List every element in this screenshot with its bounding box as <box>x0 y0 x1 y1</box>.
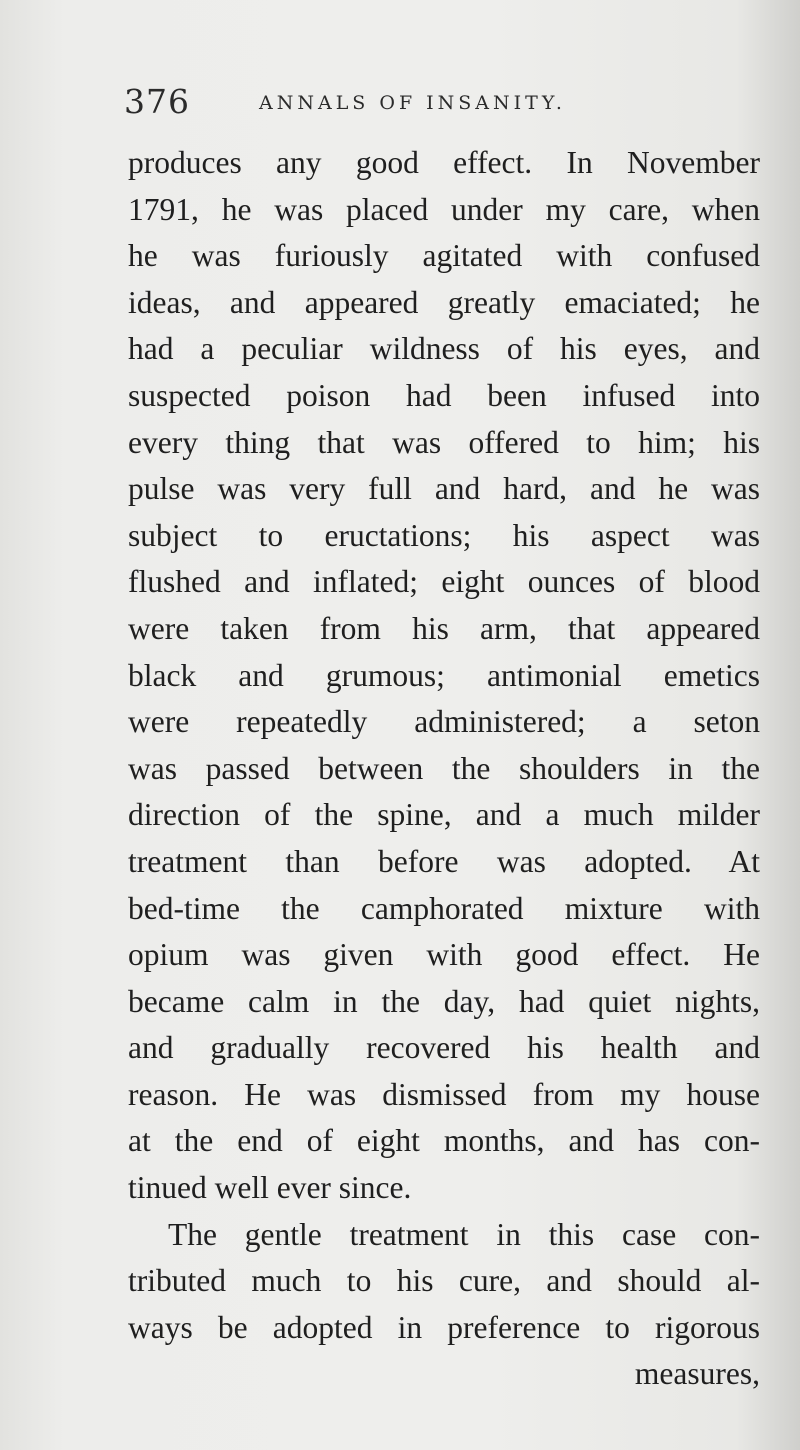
text-line: had a peculiar wildness of his eyes, and <box>128 331 760 367</box>
page-header <box>124 82 764 122</box>
text-line: treatment than before was adopted. At <box>128 843 760 879</box>
text-line: 1791, he was placed under my care, when <box>128 191 760 227</box>
text-line: suspected poison had been infused into <box>128 377 760 413</box>
text-line: at the end of eight months, and has con- <box>128 1123 760 1159</box>
text-line: direction of the spine, and a much milder <box>128 797 760 833</box>
text-line: pulse was very full and hard, and he was <box>128 471 760 507</box>
text-line: bed-time the camphorated mixture with <box>128 890 760 926</box>
body-text <box>128 140 760 1398</box>
page-number: 376 <box>124 82 190 121</box>
paragraph-2-line: tributed much to his cure, and should al- <box>128 1263 760 1299</box>
text-line: flushed and inflated; eight ounces of blood <box>128 564 760 600</box>
text-line: opium was given with good effect. He <box>128 937 760 973</box>
text-line: and gradually recovered his health and <box>128 1030 760 1066</box>
text-line: became calm in the day, had quiet nights, <box>128 983 760 1019</box>
text-line: black and grumous; antimonial emetics <box>128 657 760 693</box>
text-line: were repeatedly administered; a seton <box>128 704 760 740</box>
catchword: measures, <box>634 1356 760 1392</box>
text-line: reason. He was dismissed from my house <box>128 1076 760 1112</box>
text-line: produces any good effect. In November <box>128 145 760 180</box>
running-head: ANNALS OF INSANITY. <box>259 92 566 114</box>
text-line: were taken from his arm, that appeared <box>128 610 760 646</box>
paragraph-2-line: The gentle treatment in this case con- <box>168 1216 760 1252</box>
text-line: was passed between the shoulders in the <box>128 750 760 786</box>
text-line: tinued well ever since. <box>128 1170 412 1206</box>
text-line: subject to eructations; his aspect was <box>128 517 760 553</box>
text-line: ideas, and appeared greatly emaciated; he <box>128 284 760 320</box>
text-line: every thing that was offered to him; his <box>128 424 760 460</box>
paragraph-2-line: ways be adopted in preference to rigorous <box>128 1309 760 1345</box>
text-line: he was furiously agitated with confused <box>128 238 760 274</box>
